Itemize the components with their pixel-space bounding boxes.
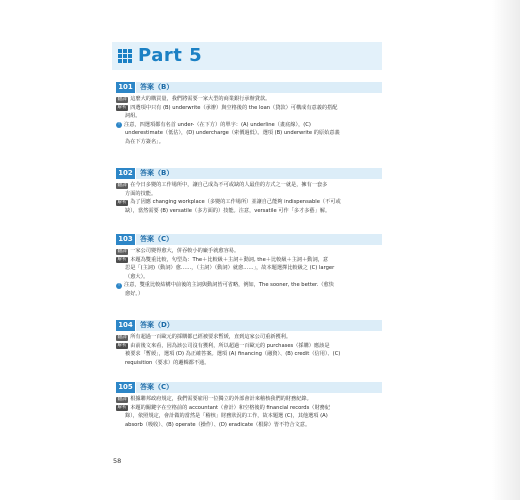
answer-header [116,234,382,245]
grid-icon [118,49,132,63]
question-number: 105 [116,382,135,393]
analysis-tag: 解析 [117,343,127,349]
answer-header [116,168,382,179]
translation-text: 所有超過一百歐元的採購都已經被要求暫緩，直到這家公司重新獲利。 [130,334,292,340]
question-number: 102 [116,168,135,179]
page-number: 58 [113,457,122,465]
answer-label: 答案（B） [140,169,174,177]
analysis-text: 為了因應 changing workplace（多變的工作場所）並讓自己能夠 indispensable（不可或 [130,199,341,206]
analysis-text: 思是「(主詞)（動詞）愈……，（主詞）（動詞）就愈……」，故本題選擇比較級之 (C) larger [125,265,335,272]
analysis-tag: 解析 [117,199,127,205]
translation-tag: 翻譯 [117,96,127,102]
answer-label: 答案（C） [140,235,174,243]
answer-section-101 [116,82,382,147]
answer-section-103 [116,234,382,299]
part-title: Part 5 [138,45,203,66]
answer-section-104 [116,320,382,367]
analysis-text: （愈大）。 [125,273,149,280]
analysis-text: 錄），依照規定，會計做的當然是「稽核」財務狀況的工作，故本題選 (C)，其他選項 (A) [125,413,328,420]
question-number: 101 [116,82,135,93]
question-number: 103 [116,234,135,245]
translation-tag: 翻譯 [117,248,127,254]
answer-section-105 [116,382,382,429]
question-number: 104 [116,320,135,331]
answer-header [116,320,382,331]
translation-text: 根據聯邦政府規定，我們需要雇用一位獨立的外部會計來稽核我們的財務紀錄。 [130,396,312,402]
analysis-tag: 解析 [117,105,127,111]
note-text: 注意，四選項都有名首 under-（在下方）的單字：(A) underline（畫底線），(C) [124,121,311,128]
analysis-text: 本題的關鍵字在空格前的 accountant（會計）和空格後的 financial records（財務紀 [130,404,331,411]
page-fold-shadow [492,0,520,500]
exclamation-icon: ! [116,283,122,289]
analysis-text: 四選項中只有 (B) underwrite（承辦）與空格後的 the loan（貸款）可構成有意義的搭配 [130,104,338,111]
analysis-text: 缺），當然需要 (B) versatile（多方面的）技能。注意，versatile 可作「多才多藝」解。 [125,207,331,214]
translation-text: 一家公司變得愈大，併吞較小的廠手就愈容易。 [130,248,240,254]
analysis-text: requisition（要求）的邏輯都不通。 [125,359,210,366]
analysis-text: absorb（吸收）、(B) operate（操作）、(D) eradicate（根除）皆不符合文意。 [125,421,311,428]
answer-header [116,382,382,393]
analysis-text: 本題為雙重比較，句型為：The＋比較級＋主詞＋動詞, the＋比較級＋主詞＋動詞，意 [130,256,329,263]
translation-tag: 翻譯 [117,182,127,188]
exclamation-icon: ! [116,122,122,128]
answer-label: 答案（C） [140,383,174,391]
analysis-text: 由前後文來看，因為該公司沒有獲利，所以超過一百歐元的 purchases（採購）應該是 [130,342,330,349]
analysis-text: 被要求「暫緩」，選項 (D) 為正確答案。選項 (A) financing（融資）、(B) credit（信用）、(C) [125,351,341,358]
note-text: 愈好。） [125,290,144,297]
answer-label: 答案（B） [140,83,174,91]
answer-header [116,82,382,93]
note-text: underestimate（低估），(D) undercharge（索價過低）。選項 (B) underwrite 的原始意義 [125,130,340,137]
note-text: 注意，雙重比較結構中前後的主詞與動詞皆可省略，例如，The sooner, the better.（愈快 [124,282,334,289]
part-header [112,42,382,70]
translation-text: 這麼大的購買量，我們將需要一家大型的商業銀行承辦貸款。 [130,96,271,102]
answer-label: 答案（D） [140,321,174,329]
translation-text: 在今日多變的工作場所中，讓自己成為不可或缺的人最佳的方式之一就是，擁有一套多 [130,182,328,188]
analysis-tag: 解析 [117,257,127,263]
note-text: 為在下方簽名」。 [125,138,164,145]
translation-text: 方面的技能。 [125,190,157,197]
translation-tag: 翻譯 [117,396,127,402]
analysis-tag: 解析 [117,405,127,411]
analysis-text: 詞組。 [125,113,141,120]
translation-tag: 翻譯 [117,334,127,340]
answer-section-102 [116,168,382,215]
